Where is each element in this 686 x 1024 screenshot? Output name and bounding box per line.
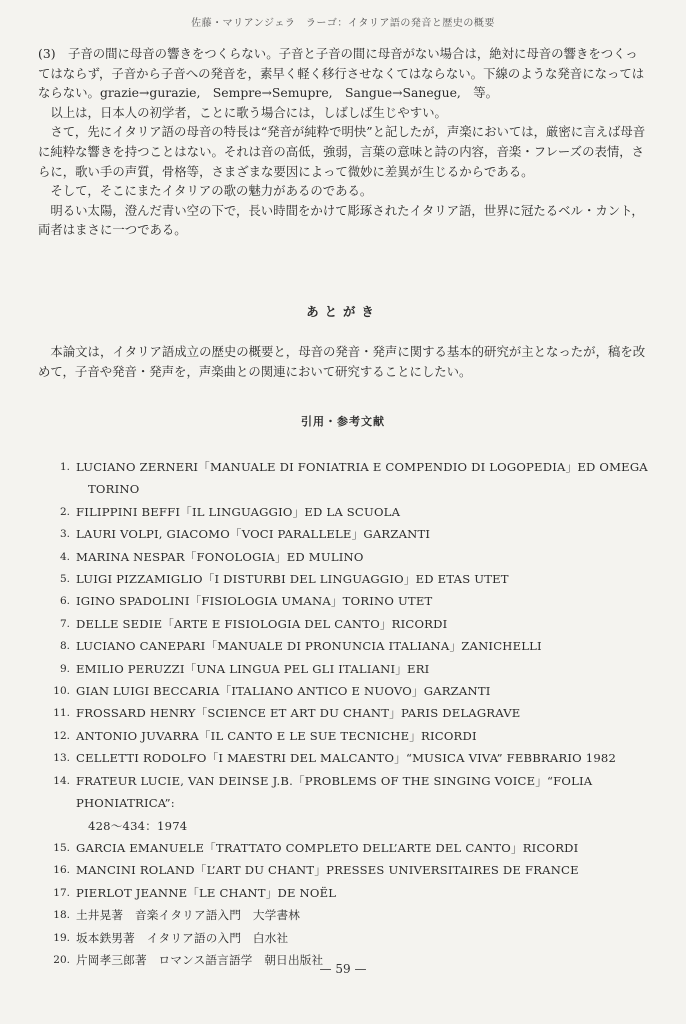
reference-text [76, 680, 652, 702]
reference-main-text: IGINO SPADOLINI「FISIOLOGIA UMANA」TORINO UTET [76, 594, 433, 609]
reference-number: 17. [53, 886, 70, 899]
reference-number: 19. [53, 931, 70, 944]
reference-text [76, 568, 652, 590]
reference-main-text: MANCINI ROLAND「L’ART DU CHANT」PRESSES UNIVERSITAIRES DE FRANCE [76, 863, 579, 878]
reference-main-text: 片岡孝三郎著 ロマンス語言語学 朝日出版社 [76, 952, 324, 967]
reference-text [76, 456, 652, 501]
reference-text [76, 590, 652, 612]
reference-main-text: GARCIA EMANUELE「TRATTATO COMPLETO DELL’ARTE DEL CANTO」RICORDI [76, 840, 579, 855]
reference-item [32, 747, 652, 769]
reference-text [76, 635, 652, 657]
reference-text [76, 927, 652, 949]
reference-text [76, 882, 652, 904]
reference-item [32, 523, 652, 545]
references-heading: 引用・参考文献 [301, 415, 385, 428]
reference-main-text: PIERLOT JEANNE「LE CHANT」DE NOËL [76, 885, 337, 900]
reference-number: 5. [59, 573, 70, 586]
reference-text [76, 837, 652, 859]
reference-item [32, 546, 652, 568]
afterword-text [38, 342, 650, 382]
reference-main-text: ANTONIO JUVARRA「IL CANTO E LE SUE TECNICHE」RICORDI [76, 728, 477, 743]
reference-main-text: CELLETTI RODOLFO「I MAESTRI DEL MALCANTO」“MUSICA VIVA” FEBBRARIO 1982 [76, 751, 617, 766]
reference-main-text: MARINA NESPAR「FONOLOGIA」ED MULINO [76, 549, 364, 564]
reference-number: 16. [53, 864, 70, 877]
reference-item [32, 837, 652, 859]
paragraph: さて，先にイタリア語の母音の特長は“発音が純粋で明快”と記したが，声楽においては，厳密に言えば母音に純粋な響きを持つことはない。それは音の高低，強弱，言葉の意味と詩の内容，音楽・フレーズの表情，さらに，歌い手の声質，骨格等，さまざまな要因によって微妙に差異が生じるからである。 [38, 124, 646, 179]
reference-item [32, 927, 652, 949]
reference-main-text: LUCIANO CANEPARI「MANUALE DI PRONUNCIA ITALIANA」ZANICHELLI [76, 639, 542, 654]
reference-text [76, 658, 652, 680]
reference-item [32, 725, 652, 747]
reference-main-text: DELLE SEDIE「ARTE E FISIOLOGIA DEL CANTO」RICORDI [76, 616, 448, 631]
reference-item [32, 456, 652, 501]
reference-main-text: FROSSARD HENRY「SCIENCE ET ART DU CHANT」PARIS DELAGRAVE [76, 706, 521, 721]
references-list [32, 456, 652, 971]
reference-number: 12. [53, 729, 70, 742]
reference-text [76, 904, 652, 926]
reference-number: 2. [59, 505, 70, 518]
reference-item [32, 904, 652, 926]
reference-continuation: 428〜434：1974 [88, 818, 188, 833]
reference-item [32, 635, 652, 657]
reference-text [76, 501, 652, 523]
reference-text [76, 546, 652, 568]
reference-number: 18. [53, 909, 70, 922]
reference-item [32, 859, 652, 881]
reference-number: 11. [53, 707, 70, 720]
reference-number: 10. [53, 685, 70, 698]
reference-item [32, 770, 652, 837]
reference-main-text: LUIGI PIZZAMIGLIO「I DISTURBI DEL LINGUAGGIO」ED ETAS UTET [76, 572, 509, 587]
reference-text [76, 523, 652, 545]
reference-item [32, 613, 652, 635]
reference-main-text: LUCIANO ZERNERI「MANUALE DI FONIATRIA E COMPENDIO DI LOGOPEDIA」ED OMEGA [76, 460, 648, 474]
reference-item [32, 501, 652, 523]
reference-text [76, 859, 652, 881]
reference-item [32, 590, 652, 612]
reference-main-text: FILIPPINI BEFFI「IL LINGUAGGIO」ED LA SCUOLA [76, 504, 401, 519]
reference-main-text: EMILIO PERUZZI「UNA LINGUA PEL GLI ITALIANI」ERI [76, 661, 430, 676]
reference-main-text: LAURI VOLPI, GIACOMO「VOCI PARALLELE」GARZANTI [76, 527, 431, 542]
paragraph: 明るい太陽，澄んだ青い空の下で，長い時間をかけて彫琢されたイタリア語，世界に冠たるベル・カント，両者はまさに一つである。 [38, 202, 644, 238]
reference-item [32, 702, 652, 724]
reference-number: 20. [53, 953, 70, 966]
page-number: — 59 — [319, 962, 367, 976]
reference-main-text: FRATEUR LUCIE, VAN DEINSE J.B.「PROBLEMS OF THE SINGING VOICE」“FOLIA PHONIATRICA”: [76, 773, 593, 811]
reference-number: 3. [59, 528, 70, 541]
reference-text [76, 725, 652, 747]
reference-item [32, 568, 652, 590]
reference-text [76, 613, 652, 635]
reference-number: 13. [53, 752, 70, 765]
reference-item [32, 658, 652, 680]
paragraph: 以上は，日本人の初学者，ことに歌う場合には，しばしば生じやすい。 [50, 104, 447, 120]
reference-number: 14. [53, 774, 70, 787]
reference-item [32, 680, 652, 702]
reference-number: 7. [59, 617, 70, 630]
paragraph: そして，そこにまたイタリアの歌の魅力があるのである。 [50, 183, 373, 199]
reference-main-text: 坂本鉄男著 イタリア語の入門 白水社 [76, 930, 289, 945]
reference-item [32, 882, 652, 904]
reference-number: 15. [53, 841, 70, 854]
reference-text [76, 747, 652, 769]
reference-number: 9. [59, 662, 70, 675]
reference-continuation: TORINO [88, 482, 140, 497]
reference-number: 8. [59, 640, 70, 653]
reference-number: 4. [59, 550, 70, 563]
reference-number: 1. [59, 461, 70, 473]
reference-main-text: GIAN LUIGI BECCARIA「ITALIANO ANTICO E NUOVO」GARZANTI [76, 684, 491, 699]
body-text [38, 44, 650, 240]
paragraph: 本論文は，イタリア語成立の歴史の概要と，母音の発音・発声に関する基本的研究が主となったが，稿を改めて，子音や発音・発声を，声楽曲との関連において研究することにしたい。 [38, 344, 646, 379]
reference-text [76, 702, 652, 724]
paragraph: (3) 子音の間に母音の響きをつくらない。子音と子音の間に母音がない場合は，絶対に母音の響きをつくってはならず，子音から子音への発音を，素早く軽く移行させなくてはならない。下線のような発音になってはならない。grazie→gurazie, Sempre→Semupre, Sangue→Sanegue, 等。 [38, 46, 645, 101]
afterword-heading: あとがき [306, 304, 380, 319]
reference-main-text: 土井晃著 音楽イタリア語入門 大学書林 [76, 908, 301, 923]
reference-text [76, 770, 652, 837]
running-header: 佐藤・マリアンジェラ ラーゴ：イタリア語の発音と歴史の概要 [191, 18, 495, 29]
reference-number: 6. [59, 595, 70, 608]
